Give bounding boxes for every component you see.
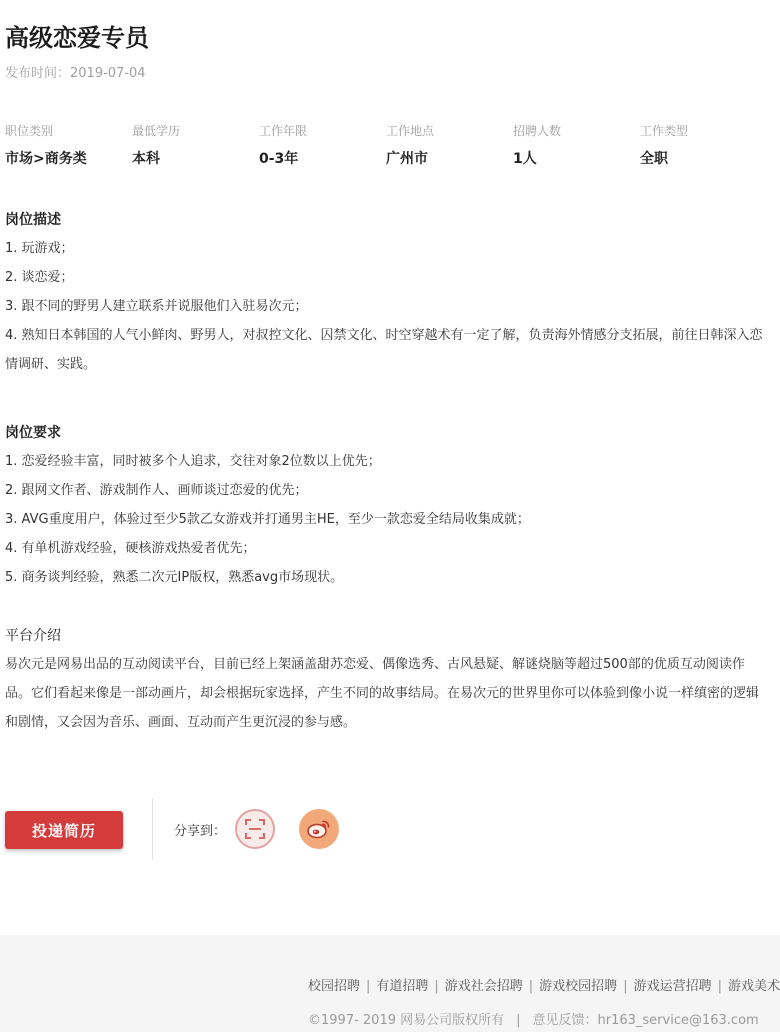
meta-category bbox=[5, 122, 132, 168]
apply-resume-button[interactable]: 投递简历 bbox=[5, 811, 123, 849]
list-item: 5. 商务谈判经验，熟悉二次元IP版权，熟悉avg市场现状。 bbox=[5, 570, 344, 585]
job-title: 高级恋爱专员 bbox=[5, 24, 149, 52]
separator: | bbox=[717, 979, 722, 994]
section-title: 平台介绍 bbox=[5, 628, 61, 644]
meta-label: 工作类型 bbox=[640, 124, 689, 138]
list-item: 4. 有单机游戏经验，硬核游戏热爱者优先； bbox=[5, 541, 256, 556]
meta-education bbox=[132, 122, 259, 168]
footer-link-youdao[interactable]: 有道招聘 bbox=[376, 979, 429, 994]
separator: | bbox=[516, 1013, 521, 1028]
meta-value: 1人 bbox=[513, 151, 537, 167]
separator: | bbox=[434, 979, 439, 994]
meta-value: 本科 bbox=[132, 151, 160, 167]
meta-value: 0-3年 bbox=[259, 151, 299, 167]
platform-section bbox=[5, 626, 767, 737]
meta-value: 全职 bbox=[640, 151, 668, 167]
platform-description: 易次元是网易出品的互动阅读平台，目前已经上架涵盖甜苏恋爱、偶像选秀、古风悬疑、解谜烧脑等超过500部的优质互动阅读作品。它们看起来像是一部动画片，却会根据玩家选择，产生不同的故事结局。在易次元的世界里你可以体验到像小说一样缜密的逻辑和剧情，又会因为音乐、画面、互动而产生更沉浸的参与感。 bbox=[5, 657, 760, 730]
publish-date: 发布时间：2019-07-04 bbox=[5, 66, 146, 81]
footer bbox=[0, 935, 780, 1032]
list-item: 3. AVG重度用户，体验过至少5款乙女游戏并打通男主HE，至少一款恋爱全结局收集成就； bbox=[5, 512, 530, 527]
footer-links bbox=[308, 975, 780, 994]
copyright-text: ©1997- 2019 网易公司版权所有 bbox=[308, 1013, 505, 1028]
separator: | bbox=[365, 979, 371, 994]
footer-link-game-art[interactable]: 游戏美术 bbox=[727, 979, 780, 994]
meta-value: 市场>商务类 bbox=[5, 151, 87, 167]
meta-label: 最低学历 bbox=[132, 124, 181, 138]
meta-value: 广州市 bbox=[386, 151, 428, 167]
divider bbox=[152, 798, 153, 860]
job-requirements-section bbox=[5, 423, 767, 592]
share-label: 分享到： bbox=[174, 824, 227, 839]
separator: | bbox=[528, 979, 534, 994]
list-item: 1. 恋爱经验丰富，同时被多个人追求，交往对象2位数以上优先； bbox=[5, 454, 381, 469]
list-item: 4. 熟知日本韩国的人气小鲜肉、野男人，对叔控文化、囚禁文化、时空穿越术有一定了解，负责海外情感分支拓展，前往日韩深入恋情调研、实践。 bbox=[5, 328, 763, 372]
meta-label: 招聘人数 bbox=[513, 124, 562, 138]
copyright bbox=[308, 1009, 759, 1028]
list-item: 2. 跟网文作者、游戏制作人、画师谈过恋爱的优先； bbox=[5, 483, 308, 498]
description-list bbox=[5, 234, 767, 379]
requirements-list bbox=[5, 447, 767, 592]
job-description-section bbox=[5, 210, 767, 379]
meta-label: 工作年限 bbox=[259, 124, 308, 138]
meta-label: 工作地点 bbox=[386, 124, 435, 138]
meta-experience bbox=[259, 122, 386, 168]
list-item: 2. 谈恋爱； bbox=[5, 270, 74, 285]
footer-link-game-ops[interactable]: 游戏运营招聘 bbox=[633, 979, 712, 994]
meta-headcount bbox=[513, 122, 640, 168]
meta-location bbox=[386, 122, 513, 168]
footer-link-campus[interactable]: 校园招聘 bbox=[307, 979, 360, 994]
footer-link-game-campus[interactable]: 游戏校园招聘 bbox=[539, 979, 618, 994]
list-item: 1. 玩游戏； bbox=[5, 241, 74, 256]
job-meta-grid bbox=[5, 122, 775, 168]
footer-link-game-social[interactable]: 游戏社会招聘 bbox=[444, 979, 523, 994]
feedback-text: 意见反馈：hr163_service@163.com bbox=[532, 1013, 759, 1028]
qr-scan-icon[interactable] bbox=[235, 809, 275, 849]
meta-label: 职位类别 bbox=[5, 124, 54, 138]
meta-job-type bbox=[640, 122, 767, 168]
section-title: 岗位要求 bbox=[5, 425, 61, 441]
section-title: 岗位描述 bbox=[5, 212, 61, 228]
separator: | bbox=[623, 979, 628, 994]
list-item: 3. 跟不同的野男人建立联系并说服他们入驻易次元； bbox=[5, 299, 308, 314]
weibo-icon[interactable] bbox=[299, 809, 339, 849]
